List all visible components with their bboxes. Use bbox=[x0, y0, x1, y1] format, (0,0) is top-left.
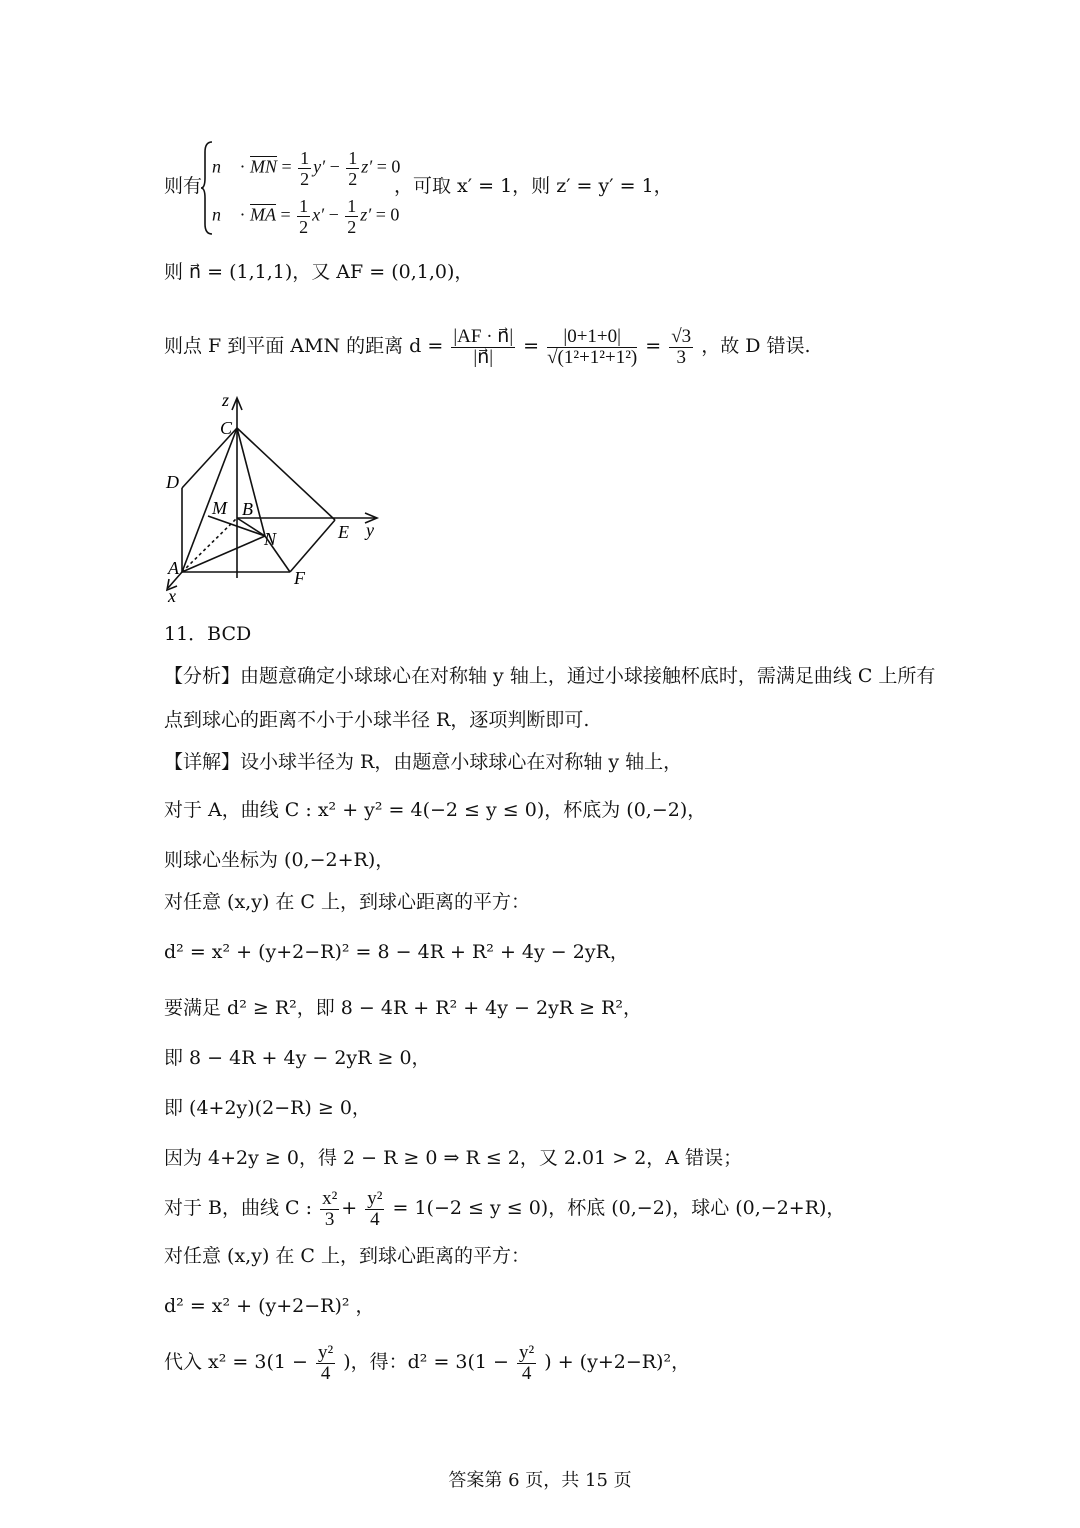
q11-b1-suffix: = 1(−2 ≤ y ≤ 0)，杯底 (0,−2)，球心 (0,−2+R)， bbox=[392, 1197, 846, 1219]
q11-a4: d² = x² + (y+2−R)² = 8 − 4R + R² + 4y − 2yR， bbox=[164, 941, 629, 963]
distance-suffix: ，故 D 错误. bbox=[701, 335, 811, 357]
edge-AC bbox=[182, 428, 237, 572]
label-A: A bbox=[168, 558, 179, 578]
q11-a3: 对任意 (x,y) 在 C 上，到球心距离的平方： bbox=[164, 891, 531, 913]
system-suffix: ，可取 x′ = 1，则 z′ = y′ = 1， bbox=[394, 175, 673, 197]
edge-AB-dashed bbox=[182, 518, 237, 572]
distance-fraction-1: $\frac{|AF \cdot n⃗|}{|n⃗|}$ bbox=[453, 325, 514, 368]
q11-b1: 对于 B，曲线 C : $\frac{\text{x²}}{3}$ + $\frac{\text{y²}}{4}$ = 1(−2 ≤ y ≤ 0)，杯底 (0,−2)，球心 (0,−2+R)， bbox=[164, 1187, 846, 1230]
fraction-y2-over-4-a: $\frac{\text{y²}}{4}$ bbox=[317, 1341, 334, 1384]
q11-answer: 11．BCD bbox=[164, 623, 252, 645]
label-F: F bbox=[294, 568, 305, 588]
q11-b1-prefix: 对于 B，曲线 C : bbox=[164, 1197, 313, 1219]
label-y: y bbox=[366, 520, 374, 540]
geometry-figure bbox=[160, 388, 400, 608]
q11-a5: 要满足 d² ≥ R²，即 8 − 4R + R² + 4y − 2yR ≥ R²， bbox=[164, 997, 643, 1019]
system-prefix: 则有 bbox=[164, 175, 203, 197]
label-x: x bbox=[168, 586, 176, 606]
label-C: C bbox=[220, 418, 233, 438]
q11-a6: 即 8 − 4R + 4y − 2yR ≥ 0， bbox=[164, 1047, 431, 1069]
q11-a1: 对于 A，曲线 C : x² + y² = 4(−2 ≤ y ≤ 0)，杯底为 (0,−2)， bbox=[164, 799, 707, 821]
q11-a7: 即 (4+2y)(2−R) ≥ 0， bbox=[164, 1097, 371, 1119]
edge-FE bbox=[290, 520, 335, 572]
q11-a8: 因为 4+2y ≥ 0，得 2 − R ≥ 0 ⇒ R ≤ 2，又 2.01 > 2，A 错误； bbox=[164, 1147, 743, 1169]
q11-b4 bbox=[164, 1340, 690, 1384]
distance-line: 则点 F 到平面 AMN 的距离 d = $\frac{|AF \cdot n⃗|}{|n⃗|}$ = $\frac{|0+1+0|}{\text{√(1²+1²+1²)}}$ = $\frac{√3}{3}$ ，故 D 错误. bbox=[164, 325, 811, 368]
q11-b4-middle: )，得：d² = 3(1 − bbox=[343, 1351, 509, 1373]
label-E: E bbox=[338, 522, 349, 542]
q11-b2: 对任意 (x,y) 在 C 上，到球心距离的平方： bbox=[164, 1245, 531, 1267]
q11-detail: 【详解】设小球半径为 R，由题意小球球心在对称轴 y 轴上， bbox=[164, 751, 683, 773]
system-row-1: n⃗ · $\overline{MN}$ = $\frac{1}{2}$ y′ − $\frac{1}{2}$ z′ = 0 bbox=[212, 148, 401, 189]
distance-fraction-3: $\frac{√3}{3}$ bbox=[671, 325, 692, 368]
q11-analysis-1: 【分析】由题意确定小球球心在对称轴 y 轴上，通过小球接触杯底时，需满足曲线 C 上所有 bbox=[164, 665, 936, 687]
page-footer: 答案第 6 页，共 15 页 bbox=[448, 1470, 632, 1491]
distance-fraction-2: $\frac{|0+1+0|}{\text{√(1²+1²+1²)}}$ bbox=[547, 325, 638, 368]
fraction-y2-over-4: $\frac{\text{y²}}{4}$ bbox=[367, 1187, 383, 1230]
q11-a2: 则球心坐标为 (0,−2+R)， bbox=[164, 849, 395, 871]
q11-analysis-2: 点到球心的距离不小于小球半径 R，逐项判断即可. bbox=[164, 709, 590, 731]
distance-prefix: 则点 F 到平面 AMN 的距离 d = bbox=[164, 335, 444, 357]
label-B: B bbox=[242, 499, 253, 519]
q11-b4-suffix: ) + (y+2−R)²， bbox=[544, 1351, 691, 1373]
normal-vector-line: 则 n⃗ = (1,1,1)，又 AF = (0,1,0)， bbox=[164, 261, 474, 283]
q11-b3: d² = x² + (y+2−R)² ， bbox=[164, 1295, 375, 1317]
fraction-x2-over-3: $\frac{\text{x²}}{3}$ bbox=[322, 1187, 338, 1230]
label-M: M bbox=[212, 498, 227, 518]
fraction-y2-over-4-b: $\frac{\text{y²}}{4}$ bbox=[519, 1341, 535, 1384]
label-D: D bbox=[166, 472, 179, 492]
label-z: z bbox=[222, 390, 230, 410]
system-row-2: n⃗ · $\overline{MA}$ = $\frac{1}{2}$ x′ − $\frac{1}{2}$ z′ = 0 bbox=[212, 196, 400, 237]
q11-b4-prefix: 代入 x² = 3(1 − bbox=[164, 1351, 308, 1373]
label-N: N bbox=[264, 529, 277, 549]
